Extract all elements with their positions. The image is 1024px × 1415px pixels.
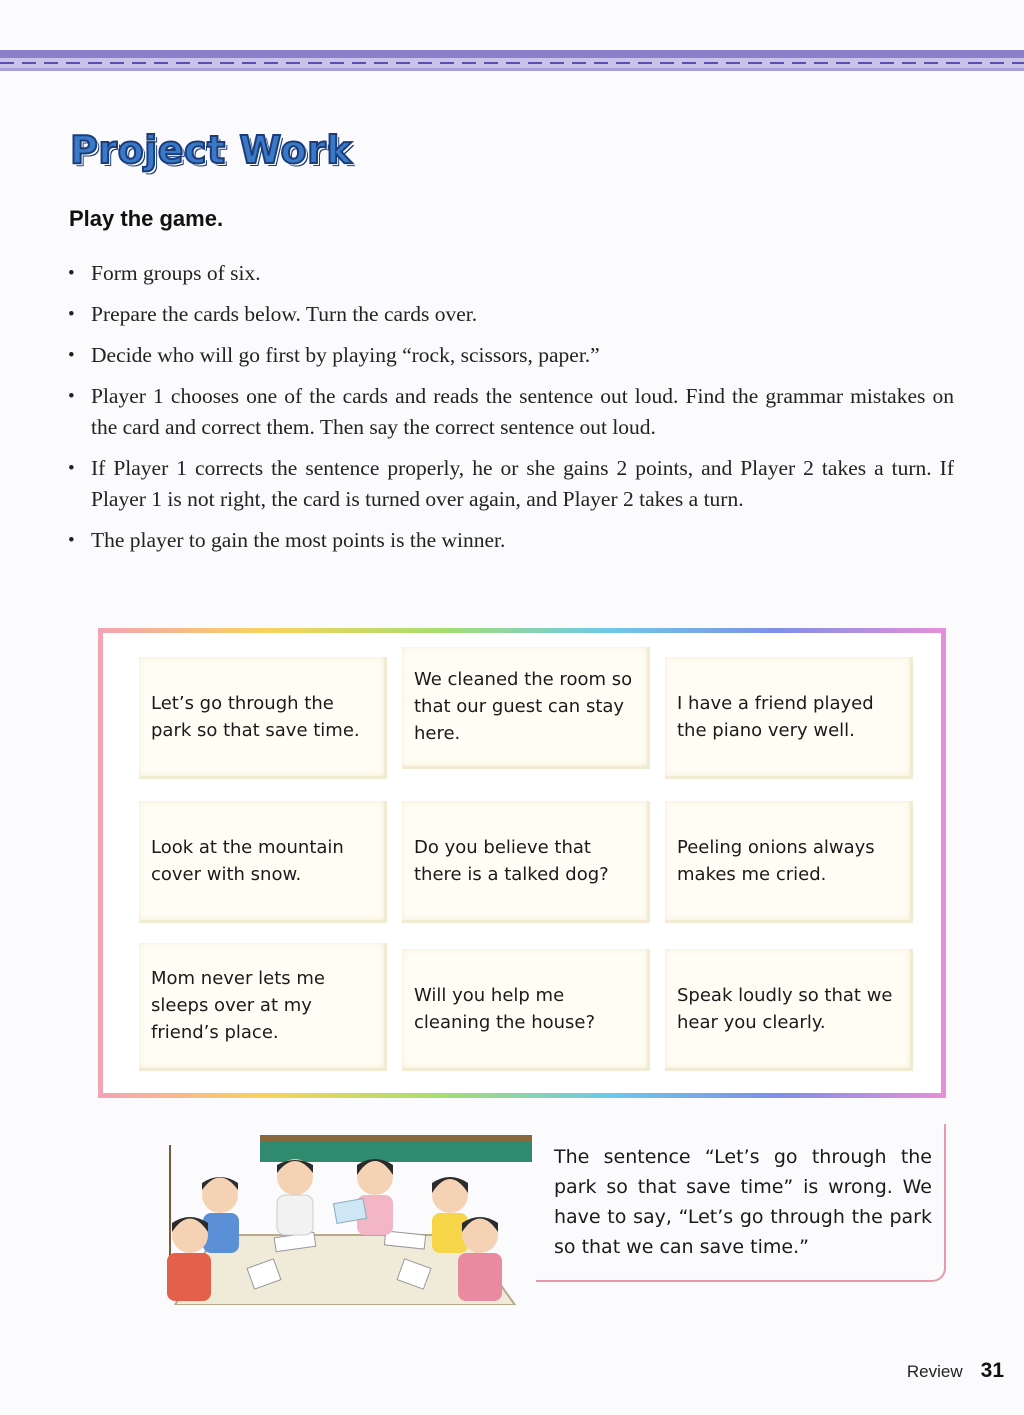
game-card	[665, 657, 913, 779]
card-sentence: Speak loudly so that we hear you clearly.	[677, 984, 893, 1033]
list-item: • Prepare the cards below. Turn the cards over.	[66, 299, 954, 330]
list-item: • The player to gain the most points is the winner.	[66, 525, 954, 556]
list-item: • If Player 1 corrects the sentence properly, he or she gains 2 points, and Player 2 takes a turn. If Player 1 is not right, the card is turned over again, and Player 2 takes a turn.	[66, 453, 954, 515]
speech-bubble	[536, 1124, 946, 1282]
game-card	[665, 949, 913, 1071]
section-heading: Play the game.	[69, 206, 224, 231]
page-title: Project Work	[70, 128, 353, 172]
game-card	[402, 949, 650, 1071]
list-item: • Decide who will go first by playing “rock, scissors, paper.”	[66, 340, 954, 371]
game-card	[402, 801, 650, 923]
top-decorative-band	[0, 48, 1024, 76]
card-sentence: Look at the mountain cover with snow.	[151, 836, 344, 885]
card-sentence: Will you help me cleaning the house?	[414, 984, 596, 1033]
list-item: • Player 1 chooses one of the cards and reads the sentence out loud. Find the grammar mistakes on the card and correct them. Then say the correct sentence out loud.	[66, 381, 954, 443]
card-sentence: Do you believe that there is a talked dog?	[414, 836, 609, 885]
card-sentence: Let’s go through the park so that save time.	[151, 692, 360, 741]
game-card	[402, 647, 650, 769]
game-card	[139, 657, 387, 779]
game-card	[139, 801, 387, 923]
game-card	[139, 943, 387, 1071]
card-sentence: Mom never lets me sleeps over at my friend’s place.	[151, 968, 325, 1043]
card-sentence: Peeling onions always makes me cried.	[677, 836, 875, 885]
list-item: • Form groups of six.	[66, 258, 954, 289]
page-footer	[907, 1359, 1004, 1383]
footer-section-label: Review	[906, 1362, 963, 1381]
card-sentence: We cleaned the room so that our guest can stay here.	[414, 669, 633, 744]
speech-bubble-text: The sentence “Let’s go through the park so that save time” is wrong. We have to say, “Let’s go through the park so that we can save time.”	[554, 1146, 932, 1258]
instructions-list	[66, 258, 954, 566]
game-card	[665, 801, 913, 923]
card-sentence: I have a friend played the piano very well.	[677, 692, 874, 741]
game-card-frame	[98, 628, 946, 1098]
children-playing-illustration	[135, 1135, 535, 1305]
page-number: 31	[980, 1359, 1004, 1382]
